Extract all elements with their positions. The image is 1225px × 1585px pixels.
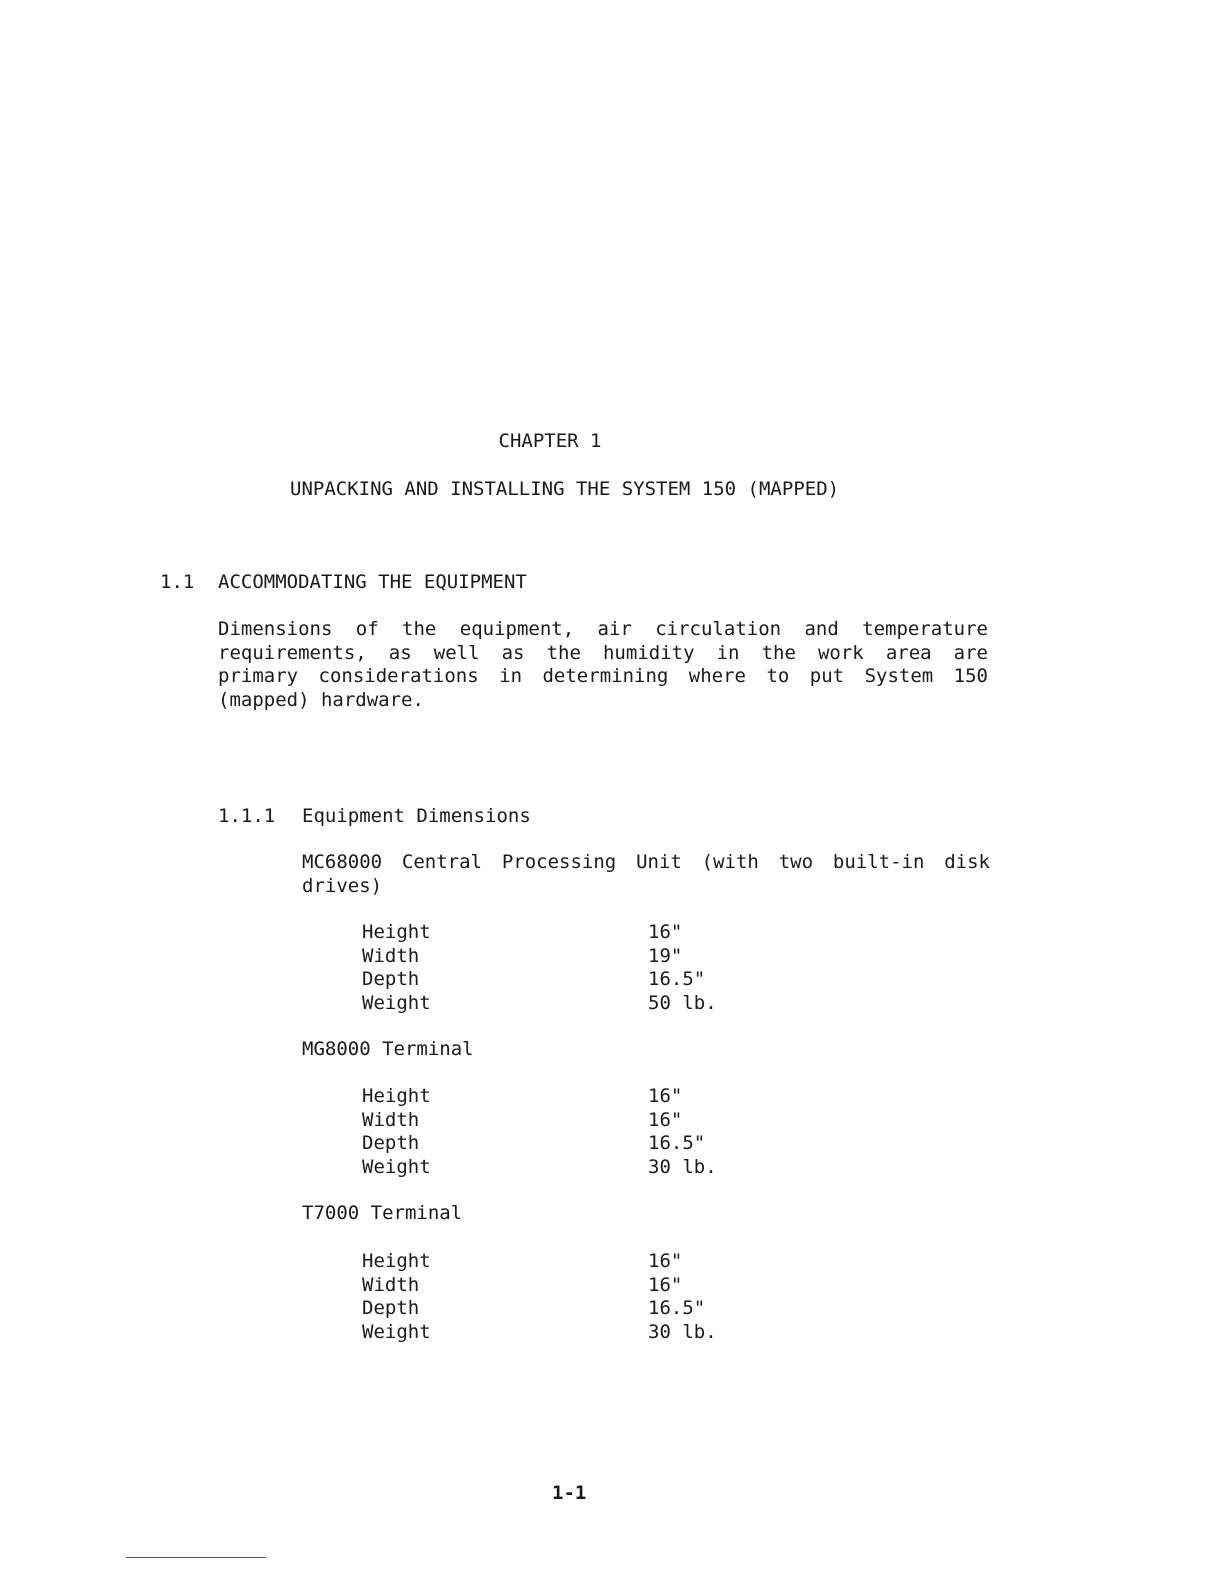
spec-value: 30 lb. (648, 1155, 717, 1178)
mg8000-title (302, 1038, 990, 1062)
spec-value: 16" (648, 921, 683, 943)
spec-value: 16.5" (648, 968, 706, 990)
spec-label: Width (362, 944, 420, 967)
spec-label: Depth (362, 1297, 420, 1319)
spec-value: 50 lb. (648, 991, 717, 1014)
spec-label: Weight (362, 1155, 431, 1178)
spec-label: Depth (362, 968, 420, 990)
paragraph-line: requirements, as well as the humidity in the work area are (218, 641, 988, 664)
spec-value: 19" (648, 944, 683, 967)
spec-value: 16" (648, 1273, 683, 1296)
title-line: T7000 Terminal (302, 1202, 463, 1224)
title-line: MC68000 Central Processing Unit (with two built-in disk (302, 851, 990, 873)
spec-label: Weight (362, 1320, 431, 1343)
spec-value: 16.5" (648, 1297, 706, 1319)
cpu-title (302, 851, 990, 898)
spec-value: 16" (648, 1108, 683, 1131)
spec-label: Weight (362, 991, 431, 1014)
section-number: 1.1 (160, 571, 195, 593)
spec-value: 30 lb. (648, 1320, 717, 1343)
page-number: 1-1 (552, 1482, 587, 1504)
chapter-label: CHAPTER 1 (498, 430, 602, 452)
t7000-title (302, 1202, 990, 1226)
paragraph-line: (mapped) hardware. (218, 688, 424, 711)
spec-label: Depth (362, 1132, 420, 1154)
spec-label: Width (362, 1108, 420, 1131)
title-line: drives) (302, 874, 383, 897)
spec-label: Height (362, 1085, 431, 1107)
spec-label: Width (362, 1273, 420, 1296)
subsection-number: 1.1.1 (218, 805, 276, 827)
paragraph-line: Dimensions of the equipment, air circulation and temperature (218, 618, 988, 640)
spec-value: 16" (648, 1085, 683, 1107)
intro-paragraph (218, 618, 988, 712)
title-line: MG8000 Terminal (302, 1038, 474, 1060)
chapter-title: UNPACKING AND INSTALLING THE SYSTEM 150 (MAPPED) (290, 478, 840, 500)
section-heading: ACCOMMODATING THE EQUIPMENT (218, 571, 527, 593)
paragraph-line: primary considerations in determining where to put System 150 (218, 665, 988, 687)
spec-value: 16" (648, 1250, 683, 1272)
spec-value: 16.5" (648, 1132, 706, 1154)
spec-label: Height (362, 921, 431, 943)
spec-label: Height (362, 1250, 431, 1272)
subsection-heading: Equipment Dimensions (302, 805, 531, 827)
footer-rule (126, 1557, 266, 1558)
